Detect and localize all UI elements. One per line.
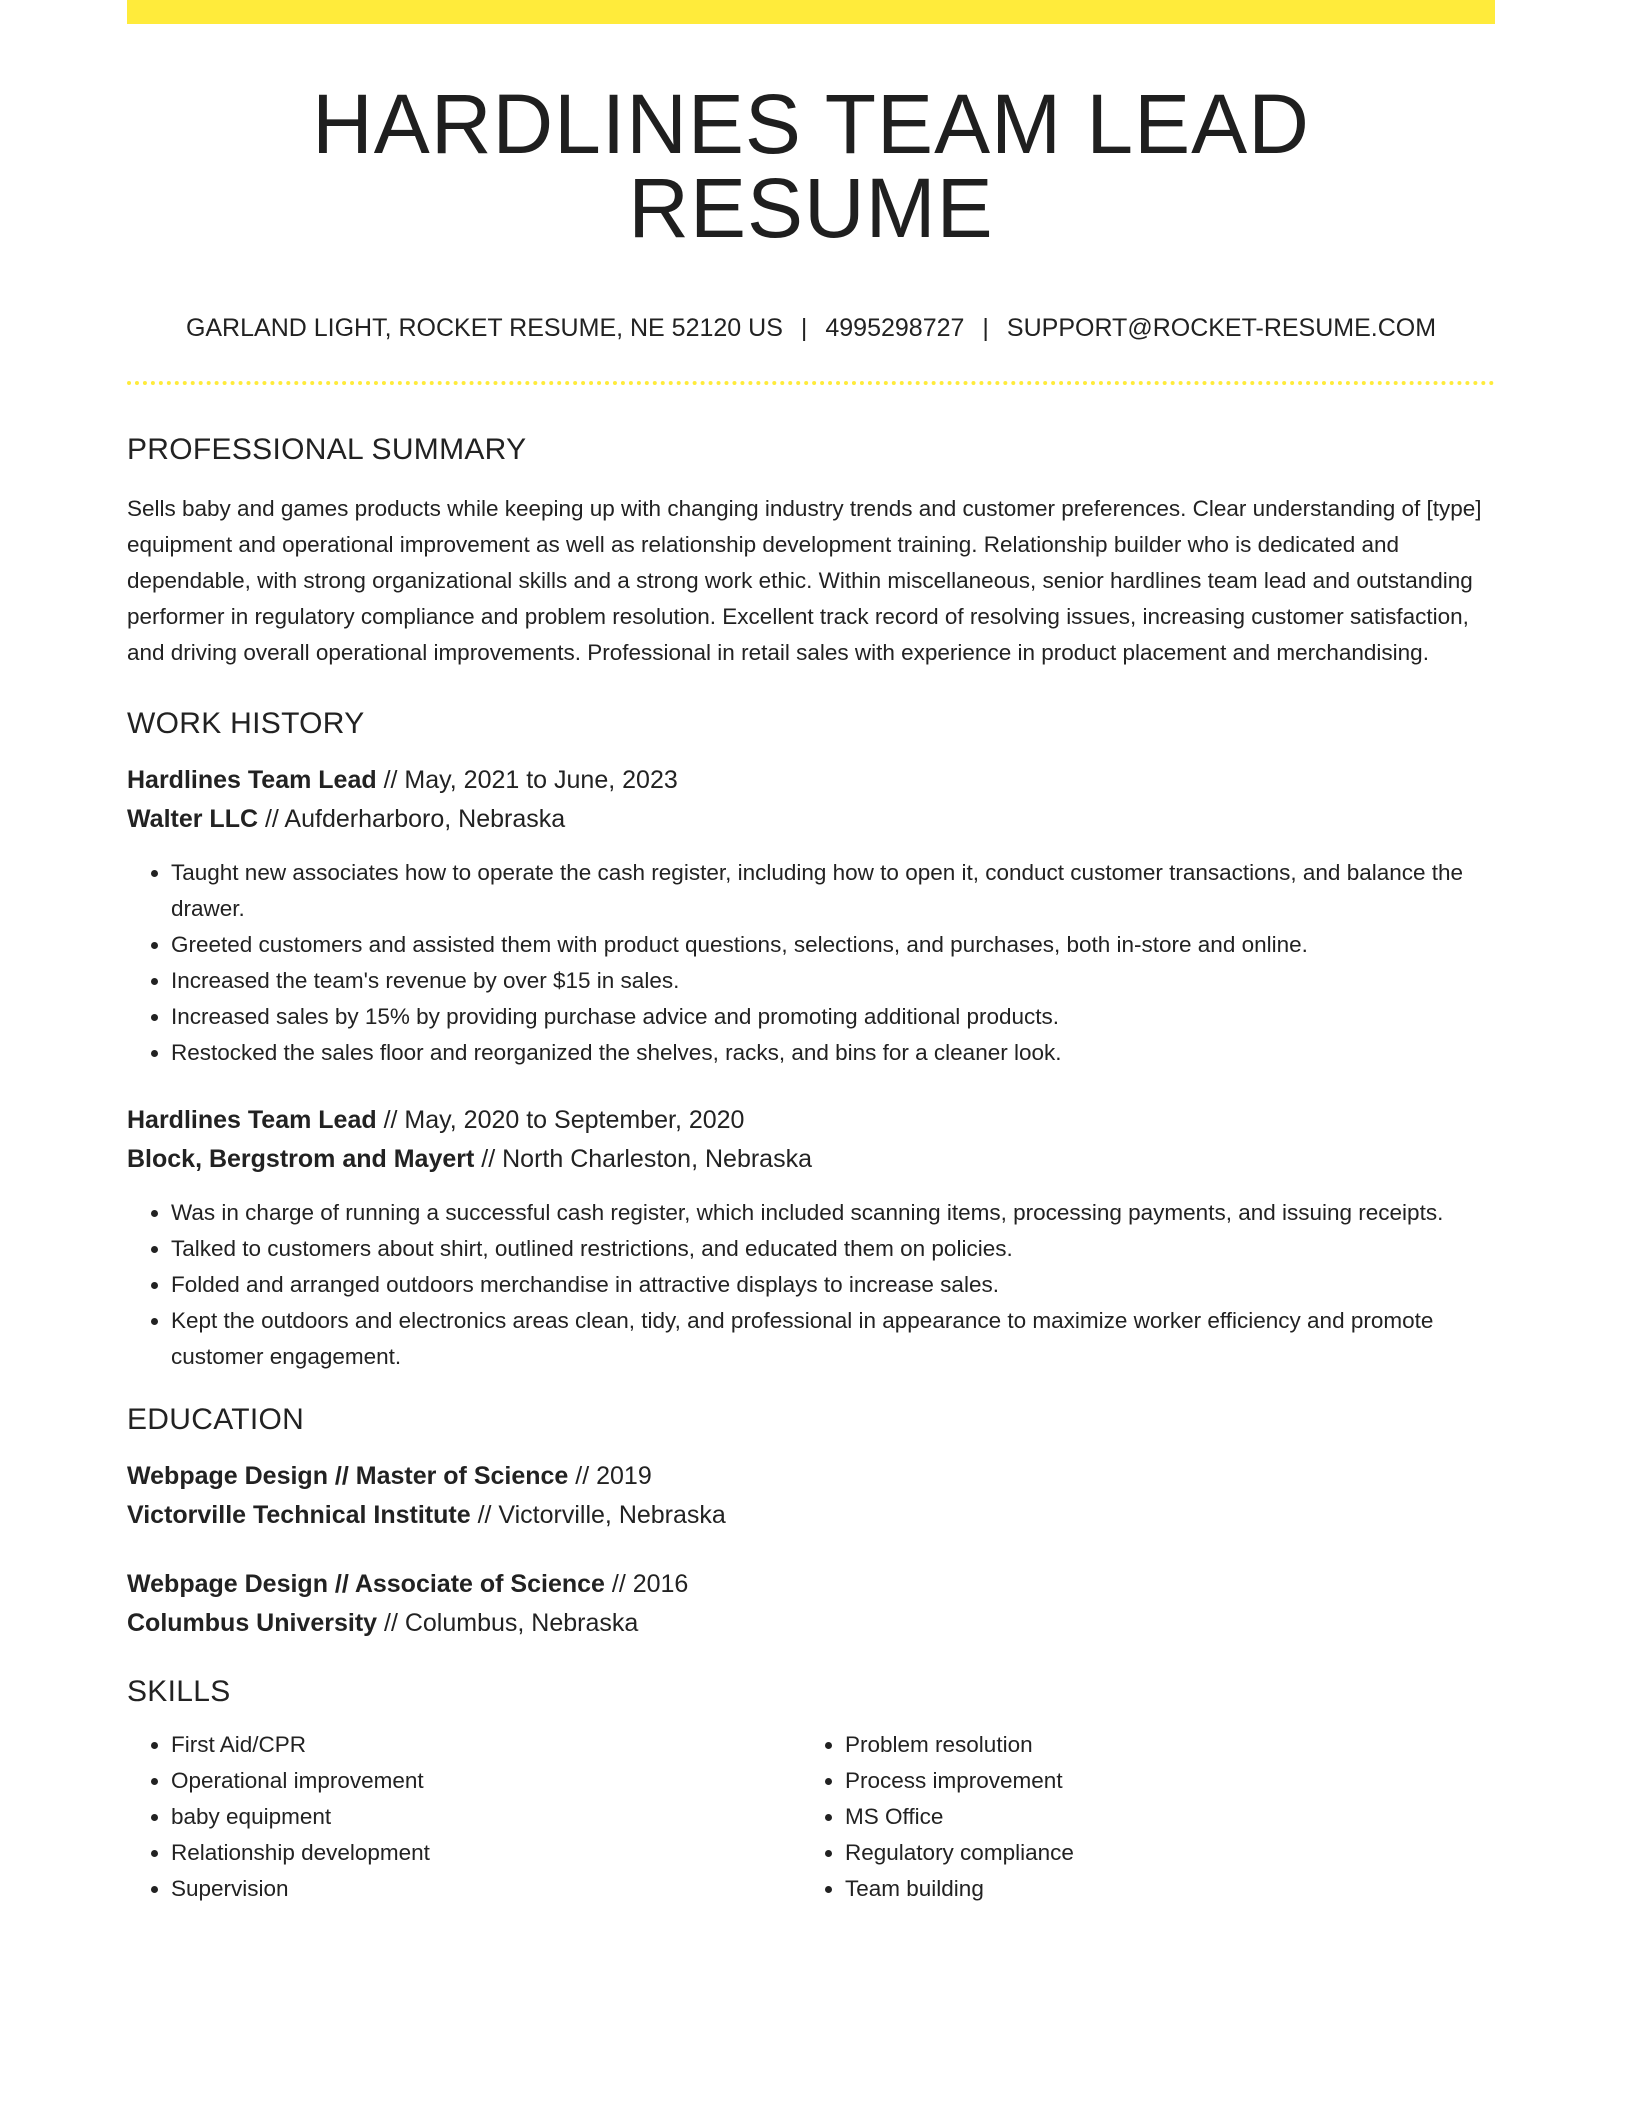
education-heading: EDUCATION xyxy=(127,1403,305,1436)
job-bullet: • Was in charge of running a successful cash register, which included scanning items, processing payments, and issuing receipts. xyxy=(171,1195,1495,1231)
skills-list xyxy=(127,1727,801,1907)
degree-year: // 2019 xyxy=(568,1462,652,1490)
education-entry xyxy=(127,1565,1495,1643)
job-dates: // May, 2020 to September, 2020 xyxy=(376,1106,745,1134)
job-location: // Aufderharboro, Nebraska xyxy=(258,805,566,833)
degree-line xyxy=(127,1565,1495,1604)
job-bullet: • Increased the team's revenue by over $15 in sales. xyxy=(171,963,1495,999)
contact-separator: | xyxy=(982,314,989,342)
job-title-line xyxy=(127,1101,1495,1140)
job-company-line xyxy=(127,1140,1495,1179)
skill-item: • Supervision xyxy=(171,1871,801,1907)
education-entry xyxy=(127,1457,1495,1535)
contact-info xyxy=(127,316,1495,341)
contact-email: SUPPORT@ROCKET-RESUME.COM xyxy=(1006,314,1437,342)
job-bullet: • Folded and arranged outdoors merchandise in attractive displays to increase sales. xyxy=(171,1267,1495,1303)
job-company: Block, Bergstrom and Mayert xyxy=(127,1145,475,1173)
degree-year: // 2016 xyxy=(604,1570,689,1598)
skill-item: • Process improvement xyxy=(845,1763,1475,1799)
school-location: // Victorville, Nebraska xyxy=(470,1501,726,1529)
job-bullet: • Greeted customers and assisted them with product questions, selections, and purchases, both in-store and online. xyxy=(171,927,1495,963)
skills-list xyxy=(801,1727,1475,1907)
skill-item: • Operational improvement xyxy=(171,1763,801,1799)
school: Columbus University xyxy=(127,1609,378,1637)
degree-line xyxy=(127,1457,1495,1496)
summary-heading: PROFESSIONAL SUMMARY xyxy=(127,433,527,466)
contact-separator: | xyxy=(800,314,808,342)
skill-item: • Problem resolution xyxy=(845,1727,1475,1763)
job-bullet: • Taught new associates how to operate the cash register, including how to open it, conduct customer transactions, and balance the drawer. xyxy=(171,855,1495,927)
job-title: Hardlines Team Lead xyxy=(127,766,377,794)
degree: Webpage Design // Master of Science xyxy=(127,1462,569,1490)
skill-item: • Regulatory compliance xyxy=(845,1835,1475,1871)
skill-item: • Relationship development xyxy=(171,1835,801,1871)
skill-item: • baby equipment xyxy=(171,1799,801,1835)
header-divider xyxy=(127,381,1495,385)
job-bullet: • Talked to customers about shirt, outlined restrictions, and educated them on policies. xyxy=(171,1231,1495,1267)
skills-column-left xyxy=(127,1727,801,1907)
job-entry xyxy=(127,761,1495,1071)
resume-title: HARDLINES TEAM LEAD RESUME xyxy=(312,77,1310,255)
skills-column-right xyxy=(801,1727,1475,1907)
school-line xyxy=(127,1604,1495,1643)
skill-item: • MS Office xyxy=(845,1799,1475,1835)
resume-page xyxy=(127,0,1495,1907)
job-title: Hardlines Team Lead xyxy=(127,1106,377,1134)
job-bullets xyxy=(127,1195,1495,1375)
skills-heading: SKILLS xyxy=(127,1675,231,1708)
job-location: // North Charleston, Nebraska xyxy=(474,1145,812,1173)
job-title-line xyxy=(127,761,1495,800)
job-bullet: • Increased sales by 15% by providing purchase advice and promoting additional products. xyxy=(171,999,1495,1035)
job-bullet: • Kept the outdoors and electronics areas clean, tidy, and professional in appearance to maximize worker efficiency and promote customer engagement. xyxy=(171,1303,1495,1375)
work-history-heading: WORK HISTORY xyxy=(127,707,365,740)
job-dates: // May, 2021 to June, 2023 xyxy=(376,766,678,794)
job-entry xyxy=(127,1101,1495,1375)
summary-text: Sells baby and games products while keeping up with changing industry trends and customer preferences. Clear understanding of [type] equipment and operational improvement as well as relationship development training. Relationship builder who is dedicated and dependable, with strong organizational skills and a strong work ethic. Within miscellaneous, senior hardlines team lead and outstanding performer in regulatory compliance and problem resolution. Excellent track record of resolving issues, increasing customer satisfaction, and driving overall operational improvements. Professional in retail sales with experience in product placement and merchandising. xyxy=(127,496,1482,665)
skills-grid xyxy=(127,1727,1495,1907)
skill-item: • Team building xyxy=(845,1871,1475,1907)
school: Victorville Technical Institute xyxy=(127,1501,471,1529)
school-line xyxy=(127,1496,1495,1535)
degree: Webpage Design // Associate of Science xyxy=(127,1570,605,1598)
job-company-line xyxy=(127,800,1495,839)
job-bullet: • Restocked the sales floor and reorganized the shelves, racks, and bins for a cleaner look. xyxy=(171,1035,1495,1071)
top-accent-bar xyxy=(127,0,1495,24)
job-bullets xyxy=(127,855,1495,1071)
job-company: Walter LLC xyxy=(127,805,259,833)
school-location: // Columbus, Nebraska xyxy=(377,1609,639,1637)
contact-phone: 4995298727 xyxy=(825,314,965,342)
skill-item: • First Aid/CPR xyxy=(171,1727,801,1763)
contact-address: GARLAND LIGHT, ROCKET RESUME, NE 52120 US xyxy=(185,314,783,342)
